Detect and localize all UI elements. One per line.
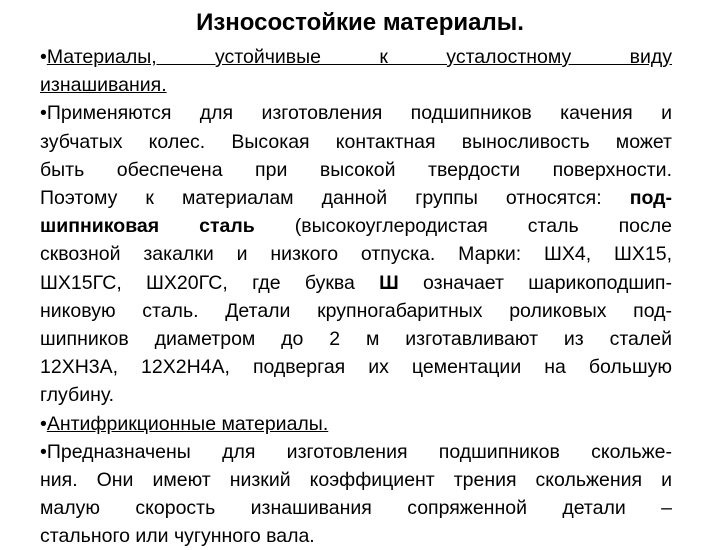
underlined-heading: Материалы, устойчивые к усталостному виду — [46, 46, 672, 68]
text-segment: • — [40, 412, 47, 435]
underlined-heading: Антифрикционные материалы. — [46, 412, 329, 435]
text-line — [40, 494, 672, 522]
text-segment: (высокоуглеродистая сталь после — [254, 215, 673, 238]
text-segment: •Применяются для изготовления подшипников качения и — [40, 102, 672, 125]
underlined-heading: изнашивания. — [40, 74, 167, 97]
text-line — [40, 325, 672, 353]
text-line — [40, 128, 672, 156]
text-segment: стального или чугунного вала. — [40, 525, 315, 548]
text-segment: никовую сталь. Детали крупногабаритных роликовых под- — [40, 299, 672, 322]
bold-term: Ш — [379, 271, 399, 294]
text-segment: ния. Они имеют низкий коэффициент трения скольжения и — [40, 469, 672, 491]
text-line — [40, 522, 672, 550]
text-line — [40, 99, 672, 127]
text-line — [40, 353, 672, 381]
text-line — [40, 269, 672, 297]
text-line — [40, 466, 672, 494]
page-title: Износостойкие материалы. — [196, 9, 524, 36]
text-segment: ШХ15ГС, ШХ20ГС, где буква — [40, 271, 380, 294]
text-segment: сквозной закалки и низкого отпуска. Марки: ШХ4, ШХ15, — [40, 243, 672, 266]
text-line — [40, 438, 672, 466]
text-line — [40, 43, 672, 71]
text-line — [40, 381, 672, 409]
text-segment: быть обеспечена при высокой твердости поверхности. — [40, 158, 672, 181]
text-line — [40, 184, 672, 212]
text-segment: 12ХН3А, 12Х2Н4А, подвергая их цементации на большую — [40, 356, 672, 379]
text-segment: зубчатых колес. Высокая контактная выносливость может — [40, 130, 672, 153]
text-segment: глубину. — [40, 384, 115, 407]
text-line — [40, 297, 672, 325]
bold-term: под- — [629, 187, 672, 209]
text-segment: • — [40, 46, 47, 68]
text-line — [40, 410, 672, 438]
text-line — [40, 71, 672, 99]
text-segment: малую скорость изнашивания сопряженной детали – — [40, 497, 672, 520]
text-line — [40, 240, 672, 268]
text-segment: шипников диаметром до 2 м изготавливают из сталей — [40, 328, 672, 350]
text-line — [40, 212, 672, 240]
bold-term: шипниковая сталь — [40, 215, 255, 238]
text-segment: Поэтому к материалам данной группы относятся: — [40, 187, 630, 209]
text-segment: •Предназначены для изготовления подшипников скольже- — [40, 440, 672, 463]
text-segment: означает шарикоподшип- — [398, 271, 672, 294]
text-line — [40, 156, 672, 184]
